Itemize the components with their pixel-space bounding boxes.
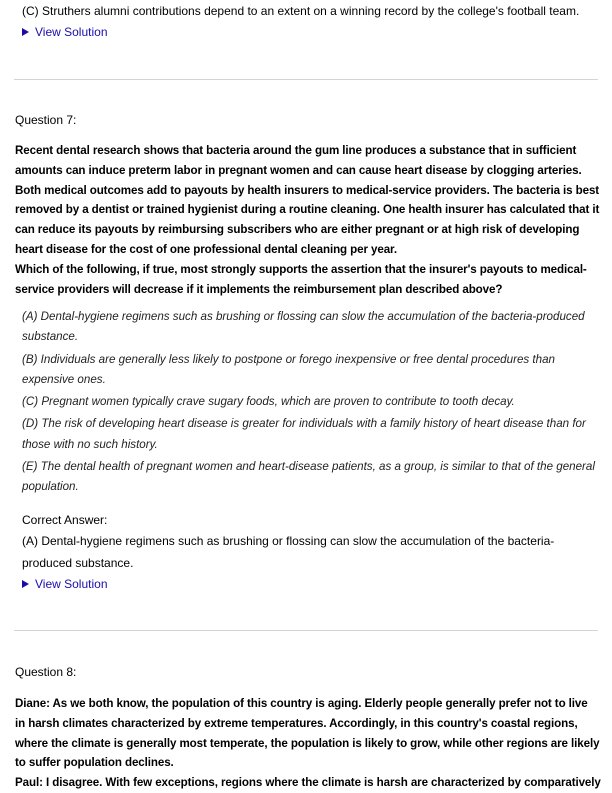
divider: [14, 630, 598, 631]
view-solution-link-q6[interactable]: [22, 23, 108, 41]
correct-answer-label: Correct Answer:: [22, 513, 108, 527]
question-7-label: Question 7:: [15, 113, 77, 127]
option-a[interactable]: (A) Dental-hygiene regimens such as brushing or flossing can slow the accumulation of the bacteria-produced substance.: [22, 310, 585, 344]
question-8-body: [15, 694, 600, 793]
question-8-label: Question 8:: [15, 665, 77, 679]
view-solution-label: View Solution: [35, 25, 108, 39]
option-d[interactable]: (D) The risk of developing heart disease is greater for individuals with a family history of heart disease than for those with no such history.: [22, 417, 586, 451]
option-b[interactable]: (B) Individuals are generally less likely to postpone or forego inexpensive or free dental procedures than expensive ones.: [22, 352, 555, 386]
question-7-body: [15, 141, 600, 299]
disclosure-triangle-icon: [22, 580, 29, 588]
question-7-passage: Recent dental research shows that bacteria around the gum line produces a substance that in sufficient amounts can induce preterm labor in pregnant women and can cause heart disease by clogging arteries. Both medical outcomes add to payouts by health insurers to medical-service providers. The bacteria is best removed by a dentist or trained hygienist during a routine cleaning. One health insurer has calculated that it can reduce its payouts by reimbursing subscribers who are either pregnant or at high risk of developing heart disease for the cost of one professional dental cleaning per year.: [15, 144, 600, 256]
question-7-prompt: Which of the following, if true, most strongly supports the assertion that the insurer's payouts to medical-service providers will decrease if it implements the reimbursement plan described above?: [15, 262, 587, 296]
view-solution-link-q7[interactable]: [22, 575, 108, 593]
option-c[interactable]: (C) Pregnant women typically crave sugary foods, which are proven to contribute to tooth decay.: [22, 395, 515, 409]
divider: [14, 79, 598, 80]
diane-statement: Diane: As we both know, the population of this country is aging. Elderly people generally prefer not to live in harsh climates characterized by extreme temperatures. Accordingly, in this country's coastal regions, where the climate is generally most temperate, the population is likely to grow, while other regions are likely to suffer population declines.: [15, 697, 600, 770]
view-solution-label: View Solution: [35, 577, 108, 591]
question-7-options: [22, 307, 596, 500]
previous-option-c: (C) Struthers alumni contributions depend to an extent on a winning record by the college's football team.: [22, 4, 580, 18]
disclosure-triangle-icon: [22, 28, 29, 36]
paul-statement: Paul: I disagree. With few exceptions, regions where the climate is harsh are characterized by comparatively: [15, 776, 601, 790]
option-e[interactable]: (E) The dental health of pregnant women and heart-disease patients, as a group, is similar to that of the general population.: [22, 460, 595, 494]
correct-answer-text: (A) Dental-hygiene regimens such as brushing or flossing can slow the accumulation of the bacteria-produced substance.: [22, 534, 555, 570]
